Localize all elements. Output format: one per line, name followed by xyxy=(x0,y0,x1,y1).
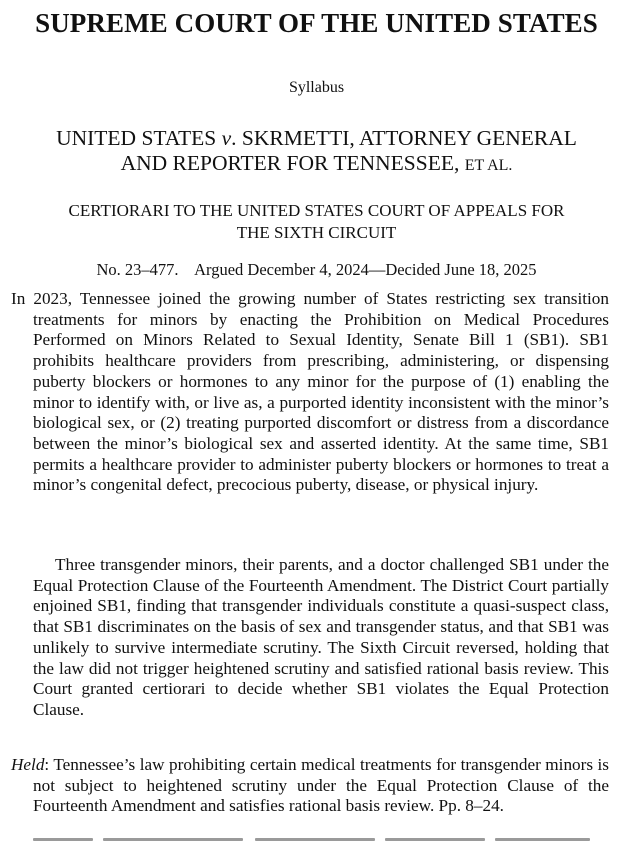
certiorari-line-2: THE SIXTH CIRCUIT xyxy=(236,223,397,242)
case-party-1: UNITED STATES xyxy=(56,126,222,150)
cut-off-fragment xyxy=(103,838,243,841)
cut-off-fragment xyxy=(33,838,93,841)
case-party-2: . SKRMETTI, ATTORNEY GENERAL xyxy=(231,126,577,150)
holding-text: : Tennessee’s law prohibiting certain medical treatments for transgender minors is not subject to heightened scrutiny under the Equal Protection Clause of the Fourteenth Amendment and satisfies rational basis review. Pp. 8–24. xyxy=(33,755,609,816)
case-name-line-2 xyxy=(0,151,633,178)
case-name xyxy=(0,126,633,178)
argued-decided-dates: Argued December 4, 2024—Decided June 18, 2025 xyxy=(194,260,537,279)
case-name-line-1 xyxy=(0,126,633,151)
cut-off-next-line xyxy=(33,838,593,843)
section-label: Syllabus xyxy=(288,79,345,96)
cut-off-fragment xyxy=(385,838,485,841)
syllabus-paragraph-2: Three transgender minors, their parents, and a doctor challenged SB1 under the Equal Protection Clause of the Fourteenth Amendment. The District Court partially enjoined SB1, finding that transgender individuals constitute a quasi-suspect class, that SB1 discriminates on the basis of sex and transgender status, and that SB1 was unlikely to survive intermediate scrutiny. The Sixth Circuit reversed, holding that the law did not trigger heightened scrutiny and satisfied rational basis review. This Court granted certiorari to decide whether SB1 violates the Equal Protection Clause. xyxy=(33,555,609,719)
holding-paragraph xyxy=(11,755,609,817)
case-party-2-cont: AND REPORTER FOR TENNESSEE, xyxy=(120,151,465,175)
certiorari-line-1: CERTIORARI TO THE UNITED STATES COURT OF APPEALS FOR xyxy=(68,201,565,220)
syllabus-paragraph-1: In 2023, Tennessee joined the growing number of States restricting sex transition treatments for minors by enacting the Prohibition on Medical Procedures Performed on Minors Related to Sexual Identity, Senate Bill 1 (SB1). SB1 prohibits healthcare providers from prescribing, administering, or dispensing puberty blockers or hormones to any minor for the purpose of (1) enabling the minor to identify with, or live as, a purported identity inconsistent with the minor’s biological sex, or (2) treating purported discomfort or distress from a discordance between the minor’s biological sex and asserted identity. At the same time, SB1 permits a healthcare provider to administer puberty blockers or hormones to treat a minor’s congenital defect, precocious puberty, disease, or physical injury. xyxy=(11,289,609,495)
held-label: Held xyxy=(11,755,45,774)
court-title: SUPREME COURT OF THE UNITED STATES xyxy=(35,8,598,38)
docket-number: No. 23–477. xyxy=(96,260,179,279)
certiorari-heading xyxy=(0,200,633,244)
cut-off-fragment xyxy=(255,838,375,841)
docket-line xyxy=(0,260,633,280)
et-al: ET AL. xyxy=(464,157,513,174)
versus-abbrev: v xyxy=(221,126,232,150)
cut-off-fragment xyxy=(495,838,590,841)
